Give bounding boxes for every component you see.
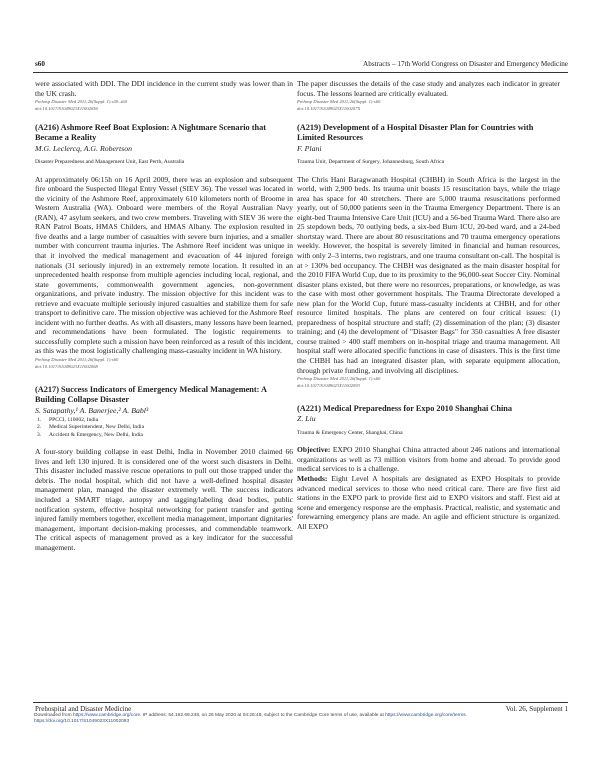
doi-link[interactable]: https://doi.org/10.1017/S1049023X11002093 bbox=[34, 719, 130, 725]
abstract-title-a219: (A219) Development of a Hospital Disaster Plan for Countries with Limited Resources bbox=[297, 123, 534, 143]
abstract-affiliation-a216: Disaster Preparedness and Management Unit, East Perth, Australia bbox=[35, 159, 185, 166]
abstract-affiliation-a219: Trauma Unit, Department of Surgery, Johannesburg, South Africa bbox=[297, 159, 445, 166]
affiliation-item: 1. PPCCI, 110002, India bbox=[37, 417, 99, 424]
abstract-methods-a221 bbox=[297, 474, 560, 531]
left-column bbox=[35, 79, 293, 552]
abstract-title-a221: (A221) Medical Preparedness for Expo 2010 Shanghai China bbox=[297, 404, 513, 414]
section-label: Objective: bbox=[297, 445, 331, 455]
section-label: Methods: bbox=[297, 474, 328, 484]
doi: doi:10.1017/S1049023X11002093 bbox=[297, 382, 360, 388]
affiliation-item: 3. Accident & Emergency, New Delhi, India bbox=[37, 431, 143, 438]
abstract-authors-a219: F. Plani bbox=[297, 143, 322, 153]
abstract-authors-a216: M.G. Leclercq, A.G. Robertson bbox=[35, 143, 133, 153]
abstract-authors-a221: Z. Liu bbox=[297, 414, 316, 424]
download-notice: Downloaded from https://www.cambridge.org/core. IP address: 54.162.69.248, on 26 May 2020 at 04:26:48, subject to the Cambridge Core terms of use, available at https://www.cambridge.org/core/terms. https://doi.org/10.1017/S1049023X11002093 bbox=[34, 713, 467, 725]
running-title: Abstracts – 17th World Congress on Disaster and Emergency Medicine bbox=[363, 60, 568, 68]
methods-text: Eight Level A hospitals are designated as EXPO Hospitals to provide advanced medical services to those who need critical care. There are five first aid stations in the EXPO park to provide first aid to EXPO visitors and staff. First aid at scene and emergency response are the emphasis. Practical, realistic, and systematic and forewarning emergency plans are made. An agile and efficient structure is organized. All EXPO bbox=[297, 474, 561, 531]
left-continued-text: were associated with DDI. The DDI incidence in the current study was lower than in the UK crash. bbox=[35, 79, 293, 98]
abstract-body-a216: At approximately 06:15h on 16 April 2009, there was an explosion and subsequent fire onboard the Suspected Illegal Entry Vessel (SIEV 36). The vessel was located in the vicinity of the Ashmore Reef, approximately 610 kilometers north of Broome in Western Australia (WA). Onboard were members of the Royal Australian Navy (RAN), 47 asylum seekers, and two crew members. Traveling with SIEV 36 were the RAN Patrol Boats, HMAS Childers, and HMAS Albany. The explosion resulted in five deaths and a large number of casualties with severe burn injuries, and a smaller number with concurrent trauma injuries. The Ashmore Reef incident was unique in that it involved the medical management and evacuation of 44 injured foreign nationals (31 seriously injured) in an extremely remote location. It resulted in an unprecedented health response from multiple agencies including local, regional, and state governments, commonwealth government agencies, non-government organizations, and private industry. The mission objective for this incident was to retrieve and evacuate multiple seriously injured casualties and stabilize them for safe transport to definitive care. The mission objective was achieved for the Ashmore Reef incident with no further deaths. As with all disasters, many lessons have been learned, and recommendations have been formulated. The logistic requirements to successfully complete such a mission have been reinforced as a result of this incident, as this was the most logistically challenging mass-casualty incident in WA history. bbox=[35, 174, 293, 356]
citation: Prehosp Disaster Med 2011;26(Suppl. 1):s60 bbox=[297, 376, 381, 382]
doi: doi:10.1017/S1049023X11002068 bbox=[35, 363, 98, 369]
doi: doi:10.1017/S1049023X1100207X bbox=[297, 105, 361, 111]
objective-text: EXPO 2010 Shanghai China attracted about 246 nations and international organizations as well as 73 million visitors from home and abroad. To provide good medical services to is a challenge. bbox=[297, 445, 560, 474]
citation: Prehosp Disaster Med 2011;26(Suppl. 1):s60 bbox=[35, 356, 119, 362]
cambridge-core-link[interactable]: https://www.cambridge.org/core bbox=[72, 713, 141, 718]
abstract-authors-a217: S. Satapathy,¹ A. Banerjee,² A. Babl³ bbox=[35, 405, 149, 415]
abstract-title-a217: (A217) Success Indicators of Emergency Medical Management: A Building Collapse Disaster bbox=[35, 385, 267, 405]
journal-name: Prehospital and Disaster Medicine bbox=[35, 705, 132, 713]
page-number: s60 bbox=[35, 60, 45, 68]
running-footer bbox=[33, 702, 568, 713]
abstract-affiliation-a221: Trauma & Emergency Center, Shanghai, China bbox=[297, 429, 403, 436]
right-continued-text: The paper discusses the details of the case study and analyzes each indicator in greater focus. The lessons learned are critically evaluated. bbox=[297, 79, 560, 98]
abstract-body-a219: The Chris Hani Baragwanath Hospital (CHBH) in South Africa is the largest in the world, with 2,900 beds. Its trauma unit boasts 15 resuscitation bays, while the triage area has space for 40 stretchers. There are 5,000 trauma resuscitations performed yearly, out of 50,000 patients seen in the Trauma Emergency Department. There is an eight-bed Trauma Intensive Care Unit (ICU) and a 56-bed Trauma Ward. There also are 25 stepdown beds, 70 outlying beds, a six-bed Burn ICU, 20-bed ward, and a 24-bed shortstay ward. There are about 80 resuscitations and 70 trauma emergency operations weekly. However, the hospital is severely limited in financial and human resources, with only 2–3 interns, two registrars, and one trauma consultant on-call. The hospital is at > 130% bed occupancy. The CHBH was designated as the main disaster hospital for the 2010 FIFA World Cup, due to its proximity to the 96,000-seat Soccer City. Nominal disaster plans existed, but there were no resources, preparations, or knowledge, as was the case with most other government hospitals. The Trauma Directorate developed a new plan for the World Cup, future mass-casualty incidents at CHBH, and for other resource limited hospitals. The plans are centered on four critical issues: (1) preparedness of hospital structure and staff; (2) dissemination of the plan; (3) disaster training; and (4) the development of "Disaster Bags" for 350 casualties A free disaster course trained > 400 staff members on in-hospital triage and trauma management. All hospital staff were allocated specific functions in case of disasters. This is the first time the CHBH has had an integrated disaster plan, with separate equipment allocation, through private funding, and involving all disciplines. bbox=[297, 174, 560, 375]
right-column bbox=[297, 79, 560, 531]
affiliation-list bbox=[35, 417, 293, 439]
abstract-body-a217: A four-story building collapse in east Delhi, India in November 2010 claimed 66 lives and left 130 injured. It is considered one of the worst such disasters in Delhi. This disaster included massive rescue operations to pull out those trapped under the debris. The nodal hospital, which did not have a well-defined hospital disaster management plan, managed the disaster extremely well. The success indicators included a SMART triage, autopsy and tagging/labeling dead bodies, public notification system, effective hospital networking for patient transfer and getting injured family members together, excellent media management, important dignitaries' management, important decision-making processes, and commendable teamwork. The critical aspects of management proved as a key indicator for the successful management. bbox=[35, 447, 293, 552]
affiliation-item: 2. Medical Superintendent, New Delhi, India bbox=[37, 424, 145, 431]
volume-info: Vol. 26, Supplement 1 bbox=[505, 705, 568, 713]
terms-link[interactable]: https://www.cambridge.org/core/terms bbox=[385, 713, 466, 718]
running-header bbox=[33, 58, 568, 73]
citation: Prehosp Disaster Med 2011;26(Suppl. 1):s60 bbox=[297, 99, 381, 105]
citation: Prehosp Disaster Med 2011;26(Suppl. 1):s59–s60 bbox=[35, 99, 127, 105]
abstract-objective-a221 bbox=[297, 445, 560, 474]
doi: doi:10.1017/S1049023X11002056 bbox=[35, 105, 98, 111]
abstract-title-a216: (A216) Ashmore Reef Boat Explosion: A Nightmare Scenario that Became a Reality bbox=[35, 123, 267, 143]
